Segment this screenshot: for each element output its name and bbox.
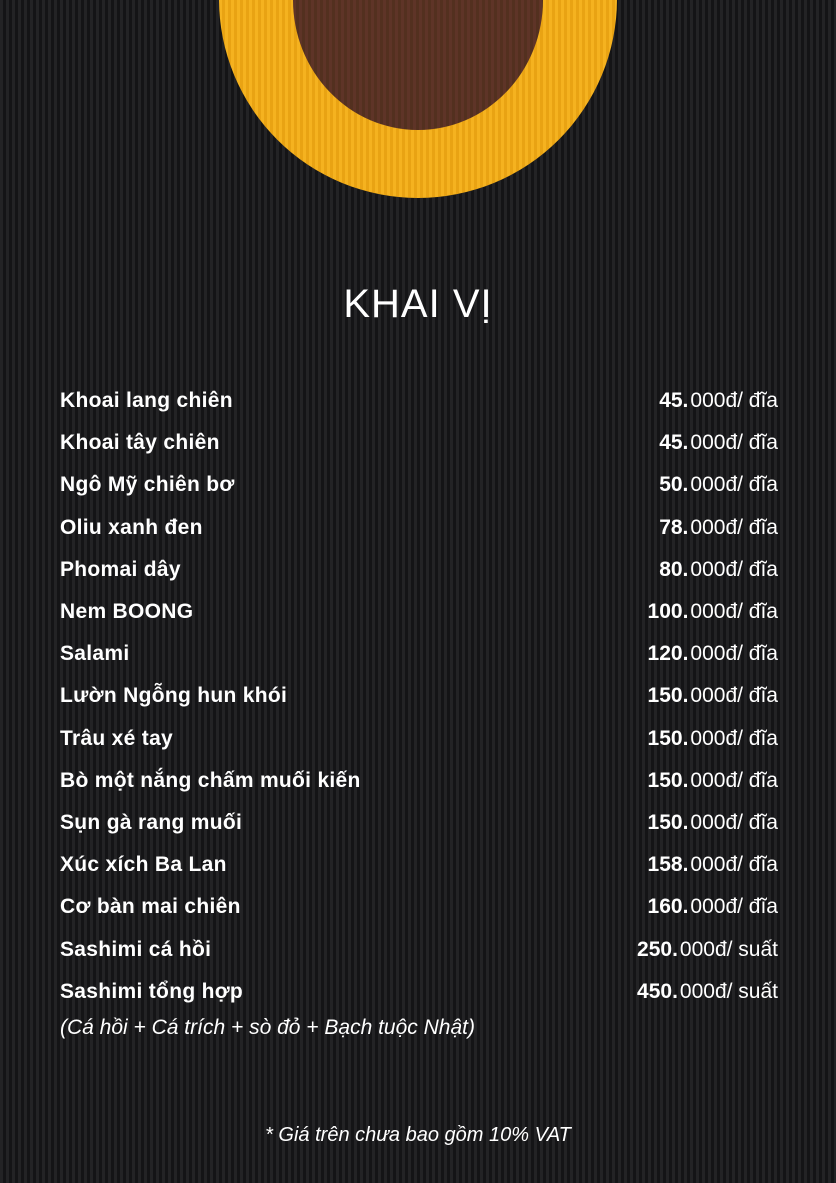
price-amount: 120. bbox=[647, 642, 689, 666]
price-unit: 000đ/ đĩa bbox=[690, 557, 778, 581]
menu-item bbox=[60, 718, 778, 760]
menu-item-price bbox=[637, 980, 778, 1004]
menu-item-name: Trâu xé tay bbox=[60, 726, 174, 750]
page-title: KHAI VỊ bbox=[343, 282, 493, 326]
menu-item bbox=[60, 971, 778, 1013]
menu-item-name: Xúc xích Ba Lan bbox=[60, 853, 227, 877]
menu-item-name: Sụn gà rang muối bbox=[60, 810, 243, 834]
menu-item bbox=[60, 422, 778, 464]
menu-item-price bbox=[648, 727, 778, 751]
menu-item bbox=[60, 507, 778, 549]
menu-item-price bbox=[648, 895, 778, 919]
menu-item-name: Khoai lang chiên bbox=[60, 389, 233, 413]
price-unit: 000đ/ đĩa bbox=[690, 810, 778, 834]
price-unit: 000đ/ đĩa bbox=[690, 389, 778, 413]
menu-item-price bbox=[648, 769, 778, 793]
price-amount: 250. bbox=[637, 937, 678, 961]
menu-item-name: Bò một nắng chấm muối kiến bbox=[60, 768, 361, 792]
logo-emblem-center bbox=[293, 0, 543, 130]
menu-item-name: Lườn Ngỗng hun khói bbox=[60, 684, 288, 708]
menu-item-price bbox=[648, 853, 778, 877]
price-amount: 160. bbox=[647, 895, 689, 919]
price-unit: 000đ/ đĩa bbox=[690, 431, 778, 455]
menu-list bbox=[60, 380, 778, 1013]
menu-item-price bbox=[659, 558, 778, 582]
price-amount: 45. bbox=[659, 431, 689, 455]
menu-item-name: Cơ bàn mai chiên bbox=[60, 895, 241, 919]
menu-item-name: Sashimi cá hồi bbox=[60, 937, 212, 961]
price-unit: 000đ/ đĩa bbox=[690, 768, 778, 792]
price-amount: 100. bbox=[647, 600, 689, 624]
menu-item bbox=[60, 675, 778, 717]
price-unit: 000đ/ đĩa bbox=[690, 726, 778, 750]
menu-item-price bbox=[648, 811, 778, 835]
menu-item-name: Salami bbox=[60, 642, 130, 666]
price-amount: 158. bbox=[647, 853, 689, 877]
menu-item bbox=[60, 928, 778, 970]
menu-item bbox=[60, 844, 778, 886]
price-amount: 80. bbox=[659, 557, 689, 581]
menu-item bbox=[60, 464, 778, 506]
menu-item-price bbox=[648, 600, 778, 624]
sashimi-note: (Cá hồi + Cá trích + sò đỏ + Bạch tuộc Nhật) bbox=[60, 1016, 475, 1039]
price-unit: 000đ/ đĩa bbox=[690, 642, 778, 666]
price-unit: 000đ/ đĩa bbox=[690, 515, 778, 539]
price-amount: 150. bbox=[647, 684, 689, 708]
price-amount: 78. bbox=[659, 515, 689, 539]
price-unit: 000đ/ đĩa bbox=[690, 600, 778, 624]
price-unit: 000đ/ đĩa bbox=[690, 895, 778, 919]
price-unit: 000đ/ đĩa bbox=[690, 684, 778, 708]
price-amount: 150. bbox=[647, 810, 689, 834]
menu-item-name: Nem BOONG bbox=[60, 600, 194, 624]
menu-item-price bbox=[659, 431, 778, 455]
price-unit: 000đ/ đĩa bbox=[690, 473, 778, 497]
price-amount: 450. bbox=[637, 979, 678, 1003]
menu-item-price bbox=[648, 684, 778, 708]
price-amount: 50. bbox=[659, 473, 689, 497]
menu-item bbox=[60, 591, 778, 633]
menu-item-name: Oliu xanh đen bbox=[60, 515, 203, 539]
menu-item bbox=[60, 549, 778, 591]
menu-item-name: Sashimi tổng hợp bbox=[60, 979, 244, 1003]
menu-item-price bbox=[659, 516, 778, 540]
menu-item-name: Khoai tây chiên bbox=[60, 431, 220, 455]
price-amount: 150. bbox=[647, 768, 689, 792]
vat-note: * Giá trên chưa bao gồm 10% VAT bbox=[265, 1124, 571, 1146]
menu-item-price bbox=[648, 642, 778, 666]
price-unit: 000đ/ suất bbox=[679, 979, 778, 1003]
menu-item-price bbox=[637, 938, 778, 962]
price-amount: 150. bbox=[647, 726, 689, 750]
logo-emblem bbox=[219, 0, 617, 198]
price-amount: 45. bbox=[659, 389, 689, 413]
menu-item-name: Ngô Mỹ chiên bơ bbox=[60, 473, 235, 497]
menu-item bbox=[60, 802, 778, 844]
menu-item bbox=[60, 886, 778, 928]
menu-item bbox=[60, 633, 778, 675]
price-unit: 000đ/ suất bbox=[679, 937, 778, 961]
menu-item-price bbox=[659, 389, 778, 413]
menu-item-price bbox=[659, 473, 778, 497]
menu-item bbox=[60, 760, 778, 802]
menu-item-name: Phomai dây bbox=[60, 557, 181, 581]
menu-item bbox=[60, 380, 778, 422]
price-unit: 000đ/ đĩa bbox=[690, 853, 778, 877]
